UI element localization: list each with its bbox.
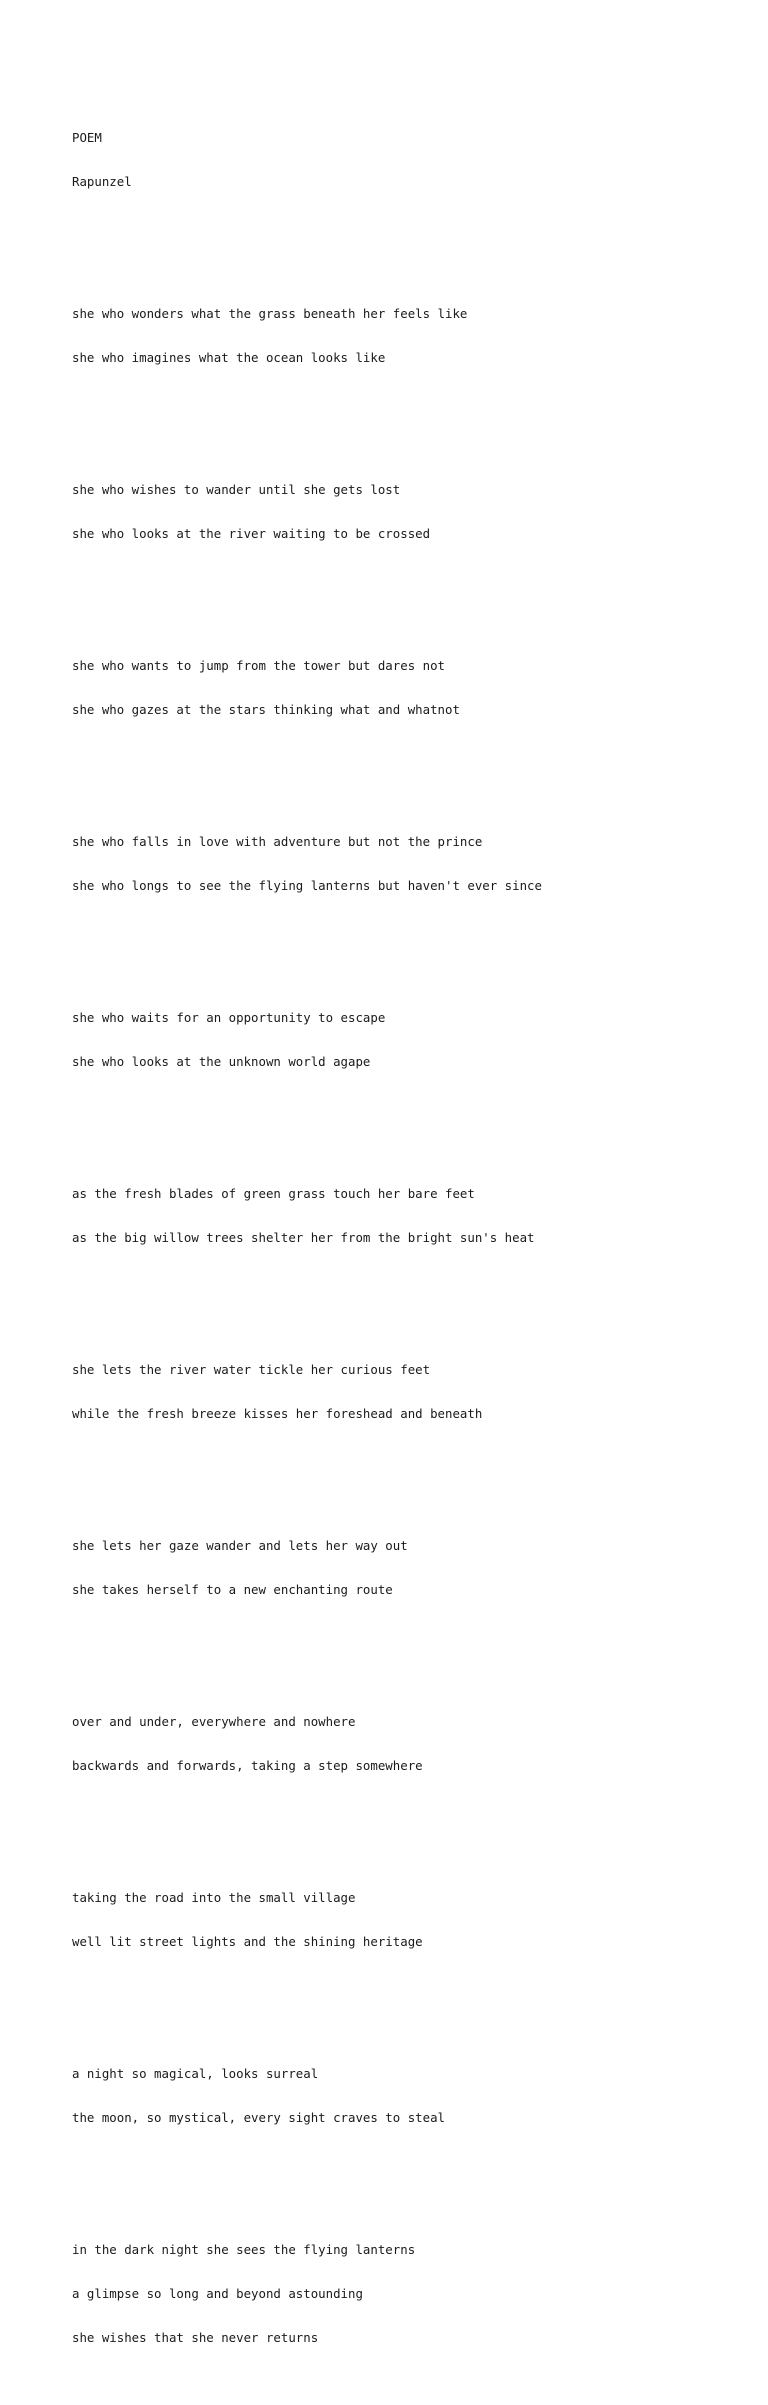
poem-line: she who wishes to wander until she gets lost [72,481,401,497]
poem-line: backwards and forwards, taking a step somewhere [72,1757,423,1773]
document-label: POEM [72,129,102,145]
poem-line: she who wonders what the grass beneath her feels like [72,305,468,321]
stanza [72,2037,732,2155]
poem-line: as the big willow trees shelter her from the bright sun's heat [72,1229,535,1245]
poem-line: she who waits for an opportunity to escape [72,1009,386,1025]
poem-line: a glimpse so long and beyond astounding [72,2285,363,2301]
poem-line: she who looks at the unknown world agape [72,1053,371,1069]
poem-line: she who imagines what the ocean looks like [72,349,386,365]
poem-line: she who gazes at the stars thinking what and whatnot [72,701,460,717]
poem-line: well lit street lights and the shining heritage [72,1933,423,1949]
poem-line: she who longs to see the flying lanterns but haven't ever since [72,877,542,893]
poem-line: in the dark night she sees the flying lanterns [72,2241,416,2257]
poem-line: while the fresh breeze kisses her foreshead and beneath [72,1405,483,1421]
poem-line: as the fresh blades of green grass touch her bare feet [72,1185,475,1201]
stanza [72,1509,732,1627]
poem-line: a night so magical, looks surreal [72,2065,319,2081]
stanza [72,2213,732,2375]
poem-line: she wishes that she never returns [72,2330,319,2345]
poem-line: the moon, so mystical, every sight craves to steal [72,2109,445,2125]
stanza [72,805,732,923]
stanza [72,453,732,571]
poem-line: she takes herself to a new enchanting route [72,1581,393,1597]
stanza [72,629,732,747]
poem-line: taking the road into the small village [72,1889,356,1905]
stanza [72,1333,732,1451]
poem-line: she who looks at the river waiting to be crossed [72,525,431,541]
poem-line: over and under, everywhere and nowhere [72,1713,356,1729]
poem-line: she lets her gaze wander and lets her way out [72,1537,408,1553]
stanza [72,1685,732,1803]
poem-title: Rapunzel [72,173,132,189]
poem-text [72,72,732,2405]
stanza [72,277,732,395]
stanza [72,1861,732,1979]
poem-header [72,101,732,219]
stanza [72,1157,732,1275]
poem-line: she lets the river water tickle her curious feet [72,1361,431,1377]
stanza [72,981,732,1099]
poem-line: she who falls in love with adventure but not the prince [72,833,483,849]
poem-line: she who wants to jump from the tower but dares not [72,657,445,673]
